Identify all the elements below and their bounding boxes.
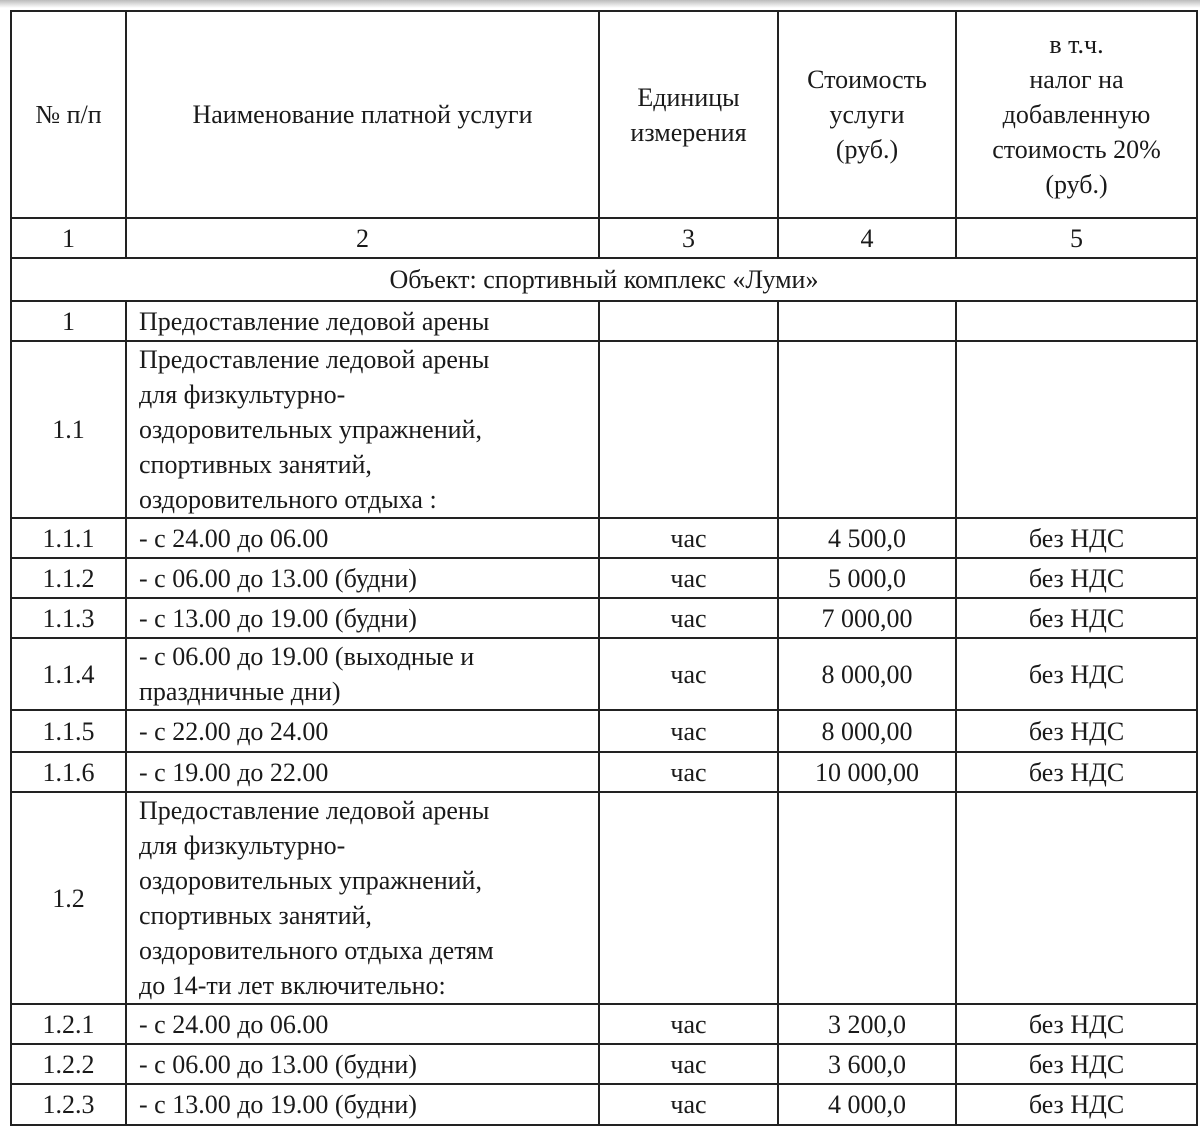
service-name: - с 13.00 до 19.00 (будни)	[126, 1084, 599, 1125]
column-number: 2	[126, 218, 599, 258]
vat: без НДС	[956, 1044, 1197, 1084]
table-row	[11, 710, 1197, 752]
column-number: 3	[599, 218, 778, 258]
unit: час	[599, 558, 778, 598]
row-number: 1.1.4	[11, 638, 126, 710]
service-name: - с 13.00 до 19.00 (будни)	[126, 598, 599, 638]
cost: 4 500,0	[778, 518, 956, 558]
row-number: 1.1	[11, 341, 126, 518]
column-numbers-row	[11, 218, 1197, 258]
unit: час	[599, 598, 778, 638]
vat	[956, 792, 1197, 1004]
price-table	[10, 10, 1198, 1126]
cost: 5 000,0	[778, 558, 956, 598]
service-name: - с 06.00 до 13.00 (будни)	[126, 1044, 599, 1084]
vat: без НДС	[956, 518, 1197, 558]
header-unit: Единицы измерения	[599, 11, 778, 218]
cost: 10 000,00	[778, 752, 956, 792]
table-row	[11, 301, 1197, 341]
row-number: 1.2.2	[11, 1044, 126, 1084]
unit: час	[599, 1084, 778, 1125]
service-name: Предоставление ледовой арены для физкультурно- оздоровительных упражнений, спортивных занятий, оздоровительного отдыха детям до 14-ти лет включительно:	[126, 792, 599, 1004]
row-number: 1.2.1	[11, 1004, 126, 1044]
column-number: 1	[11, 218, 126, 258]
service-name: - с 24.00 до 06.00	[126, 518, 599, 558]
vat: без НДС	[956, 1004, 1197, 1044]
cost: 7 000,00	[778, 598, 956, 638]
unit	[599, 341, 778, 518]
row-number: 1.1.3	[11, 598, 126, 638]
row-number: 1.1.1	[11, 518, 126, 558]
row-number: 1.2.3	[11, 1084, 126, 1125]
scan-edge-shadow	[0, 0, 1200, 8]
unit: час	[599, 1044, 778, 1084]
cost	[778, 301, 956, 341]
table-row	[11, 341, 1197, 518]
object-title: Объект: спортивный комплекс «Луми»	[11, 258, 1197, 301]
cost: 8 000,00	[778, 638, 956, 710]
service-name: - с 22.00 до 24.00	[126, 710, 599, 752]
vat: без НДС	[956, 752, 1197, 792]
unit: час	[599, 638, 778, 710]
cost: 3 600,0	[778, 1044, 956, 1084]
vat	[956, 341, 1197, 518]
cost: 4 000,0	[778, 1084, 956, 1125]
unit: час	[599, 752, 778, 792]
cost	[778, 341, 956, 518]
unit	[599, 792, 778, 1004]
vat: без НДС	[956, 1084, 1197, 1125]
row-number: 1.2	[11, 792, 126, 1004]
header-cost: Стоимость услуги (руб.)	[778, 11, 956, 218]
vat: без НДС	[956, 598, 1197, 638]
table-row	[11, 752, 1197, 792]
column-number: 4	[778, 218, 956, 258]
unit: час	[599, 1004, 778, 1044]
cost: 8 000,00	[778, 710, 956, 752]
header-vat: в т.ч. налог на добавленную стоимость 20% (руб.)	[956, 11, 1197, 218]
table-row	[11, 1004, 1197, 1044]
row-number: 1.1.5	[11, 710, 126, 752]
vat: без НДС	[956, 558, 1197, 598]
table-row	[11, 598, 1197, 638]
header-row	[11, 11, 1197, 218]
service-name: - с 06.00 до 19.00 (выходные и праздничные дни)	[126, 638, 599, 710]
row-number: 1.1.6	[11, 752, 126, 792]
service-name: - с 06.00 до 13.00 (будни)	[126, 558, 599, 598]
vat	[956, 301, 1197, 341]
vat: без НДС	[956, 638, 1197, 710]
table-row	[11, 558, 1197, 598]
table-row	[11, 638, 1197, 710]
cost	[778, 792, 956, 1004]
column-number: 5	[956, 218, 1197, 258]
unit: час	[599, 710, 778, 752]
header-service-name: Наименование платной услуги	[126, 11, 599, 218]
object-row	[11, 258, 1197, 301]
service-name: Предоставление ледовой арены для физкультурно- оздоровительных упражнений, спортивных занятий, оздоровительного отдыха :	[126, 341, 599, 518]
row-number: 1	[11, 301, 126, 341]
service-name: Предоставление ледовой арены	[126, 301, 599, 341]
cost: 3 200,0	[778, 1004, 956, 1044]
vat: без НДС	[956, 710, 1197, 752]
table-row	[11, 1084, 1197, 1125]
service-name: - с 19.00 до 22.00	[126, 752, 599, 792]
table-row	[11, 1044, 1197, 1084]
table-row	[11, 792, 1197, 1004]
header-number: № п/п	[11, 11, 126, 218]
table-row	[11, 518, 1197, 558]
row-number: 1.1.2	[11, 558, 126, 598]
unit	[599, 301, 778, 341]
unit: час	[599, 518, 778, 558]
service-name: - с 24.00 до 06.00	[126, 1004, 599, 1044]
